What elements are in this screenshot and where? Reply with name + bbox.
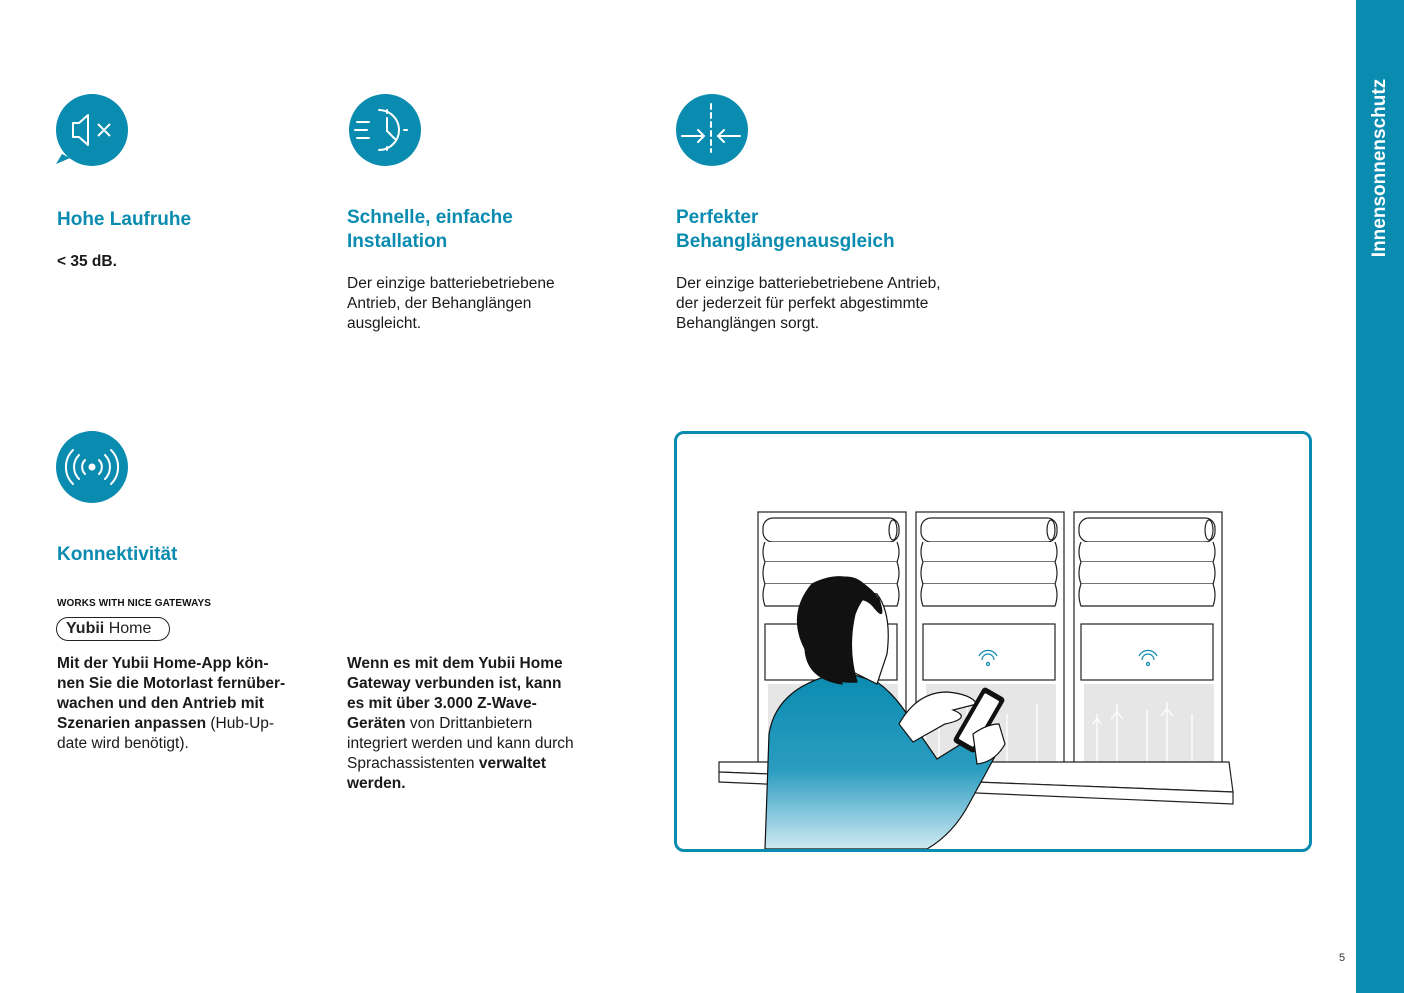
conn-left-line5: date wird benötigt). bbox=[57, 735, 189, 752]
clock-speed-icon bbox=[349, 94, 421, 166]
yubii-brand: Yubii bbox=[66, 620, 105, 637]
feature-title-length bbox=[676, 206, 895, 254]
illustration-frame bbox=[674, 431, 1312, 852]
feature-text-installation-line1: Der einzige batteriebetriebene bbox=[347, 275, 555, 292]
feature-text-quiet: < 35 dB. bbox=[57, 253, 117, 270]
yubii-home-logo bbox=[56, 617, 170, 641]
feature-text-installation-line2: Antrieb, der Behanglängen bbox=[347, 295, 532, 312]
conn-right-line6-bold: verwaltet bbox=[478, 755, 547, 772]
conn-left-line4: (Hub-Up- bbox=[206, 715, 275, 732]
connectivity-text-right bbox=[347, 654, 574, 794]
feature-title-installation bbox=[347, 206, 513, 254]
conn-left-line2: nen Sie die Motorlast fernüber- bbox=[57, 675, 286, 692]
feature-text-installation bbox=[347, 274, 555, 334]
conn-left-line3: wachen und den Antrieb mit bbox=[57, 695, 264, 712]
conn-right-line2: Gateway verbunden ist, kann bbox=[347, 675, 562, 692]
conn-right-line3: es mit über 3.000 Z-Wave- bbox=[347, 695, 537, 712]
feature-text-length bbox=[676, 274, 941, 334]
feature-title-quiet: Hohe Laufruhe bbox=[57, 209, 192, 230]
feature-title-connectivity: Konnektivität bbox=[57, 544, 178, 565]
feature-text-installation-line3: ausgleicht. bbox=[347, 315, 422, 332]
feature-title-installation-line1: Schnelle, einfache bbox=[347, 207, 513, 228]
conn-right-line5: integriert werden und kann durch bbox=[347, 735, 574, 752]
window-shades-illustration bbox=[677, 434, 1309, 849]
section-label: Innensonnenschutz bbox=[1369, 78, 1390, 258]
conn-right-line4-bold: Geräten bbox=[347, 715, 406, 732]
length-compensation-icon bbox=[676, 94, 748, 166]
conn-right-line7: werden. bbox=[347, 775, 406, 792]
feature-text-length-line3: Behanglängen sorgt. bbox=[676, 315, 820, 332]
gateway-label: WORKS WITH NICE GATEWAYS bbox=[57, 598, 212, 609]
conn-right-line1: Wenn es mit dem Yubii Home bbox=[347, 655, 563, 672]
conn-right-line4: von Drittanbietern bbox=[405, 715, 533, 732]
connectivity-text-left bbox=[57, 654, 285, 754]
mute-speaker-icon bbox=[56, 94, 128, 166]
feature-title-installation-line2: Installation bbox=[347, 231, 448, 252]
feature-title-length-line1: Perfekter bbox=[676, 207, 759, 228]
wireless-signal-icon bbox=[56, 431, 128, 503]
conn-left-line4-bold: Szenarien anpassen bbox=[57, 715, 207, 732]
feature-text-length-line1: Der einzige batteriebetriebene Antrieb, bbox=[676, 275, 941, 292]
yubii-product: Home bbox=[108, 620, 152, 637]
feature-text-length-line2: der jederzeit für perfekt abgestimmte bbox=[676, 295, 929, 312]
conn-left-line1: Mit der Yubii Home-App kön- bbox=[57, 655, 269, 672]
conn-right-line6: Sprachassistenten bbox=[347, 755, 479, 772]
page-number: 5 bbox=[1339, 952, 1346, 964]
feature-title-length-line2: Behanglängenausgleich bbox=[676, 231, 895, 252]
